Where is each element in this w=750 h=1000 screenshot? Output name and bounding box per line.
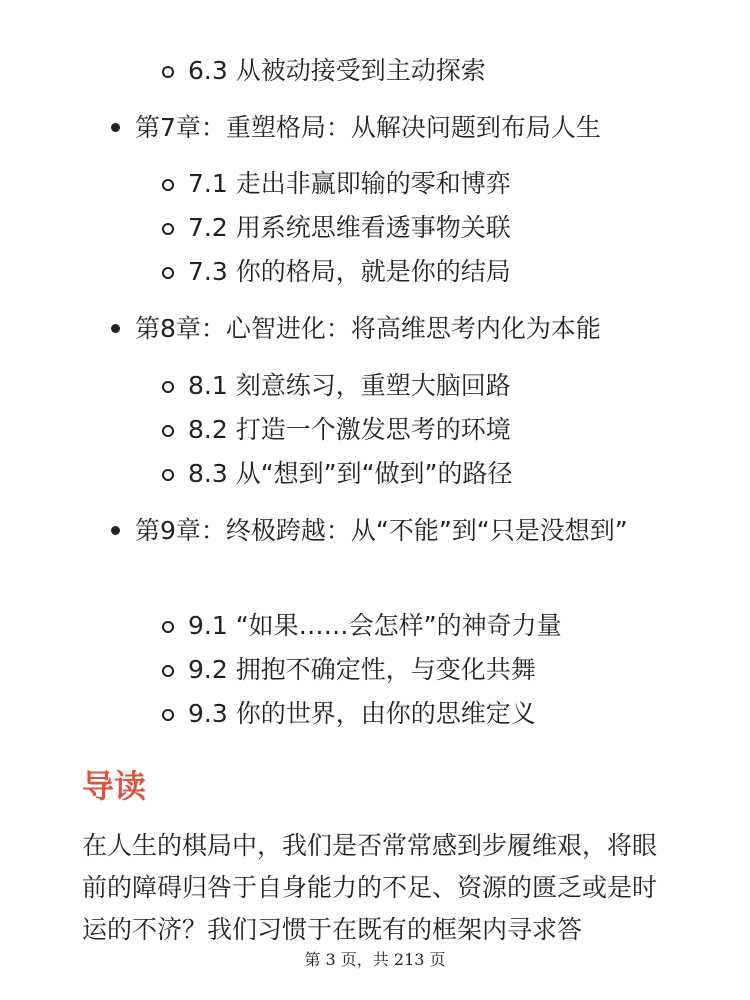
toc-item-text: 7.1 走出非赢即输的零和博弈 xyxy=(188,169,511,198)
toc-chapter-7 xyxy=(135,106,675,150)
toc-chapter-9 xyxy=(135,509,675,553)
toc-item-text: 第7章：重塑格局：从解决问题到布局人生 xyxy=(135,113,601,142)
toc-section-9-2 xyxy=(188,654,536,686)
toc-item-text: 8.1 刻意练习，重塑大脑回路 xyxy=(188,371,511,400)
toc-item-text: 9.3 你的世界，由你的思维定义 xyxy=(188,699,536,728)
intro-paragraph: 在人生的棋局中，我们是否常常感到步履维艰，将眼前的障碍归咎于自身能力的不足、资源的匮乏或是时运的不济？我们习惯于在既有的框架内寻求答 xyxy=(82,831,658,944)
toc-item-text: 第9章：终极跨越：从“不能”到“只是没想到” xyxy=(135,516,628,545)
hollow-bullet-icon xyxy=(162,425,174,437)
hollow-bullet-icon xyxy=(162,381,174,393)
filled-bullet-icon xyxy=(111,324,120,333)
hollow-bullet-icon xyxy=(162,179,174,191)
toc-item-text: 7.3 你的格局，就是你的结局 xyxy=(188,257,511,286)
toc-item-text: 8.3 从“想到”到“做到”的路径 xyxy=(188,459,513,488)
page-number-footer: 第 3 页，共 213 页 xyxy=(304,950,446,969)
hollow-bullet-icon xyxy=(162,469,174,481)
toc-chapter-8 xyxy=(135,307,675,351)
hollow-bullet-icon xyxy=(162,66,174,78)
toc-item-text: 9.1 “如果……会怎样”的神奇力量 xyxy=(188,611,562,640)
filled-bullet-icon xyxy=(111,526,120,535)
filled-bullet-icon xyxy=(111,123,120,132)
toc-section-6-3 xyxy=(188,55,486,87)
toc-section-7-3 xyxy=(188,256,511,288)
toc-section-7-2 xyxy=(188,212,511,244)
hollow-bullet-icon xyxy=(162,267,174,279)
toc-section-8-1 xyxy=(188,370,511,402)
toc-section-7-1 xyxy=(188,168,511,200)
toc-section-8-3 xyxy=(188,458,513,490)
hollow-bullet-icon xyxy=(162,223,174,235)
toc-section-9-3 xyxy=(188,698,536,730)
toc-section-8-2 xyxy=(188,414,511,446)
toc-item-text: 9.2 拥抱不确定性，与变化共舞 xyxy=(188,655,536,684)
toc-item-text: 6.3 从被动接受到主动探索 xyxy=(188,56,486,85)
toc-section-9-1 xyxy=(188,610,562,642)
intro-heading: 导读 xyxy=(82,767,147,805)
toc-item-text: 7.2 用系统思维看透事物关联 xyxy=(188,213,511,242)
hollow-bullet-icon xyxy=(162,665,174,677)
hollow-bullet-icon xyxy=(162,709,174,721)
toc-item-text: 第8章：心智进化：将高维思考内化为本能 xyxy=(135,314,601,343)
toc-item-text: 8.2 打造一个激发思考的环境 xyxy=(188,415,511,444)
hollow-bullet-icon xyxy=(162,621,174,633)
